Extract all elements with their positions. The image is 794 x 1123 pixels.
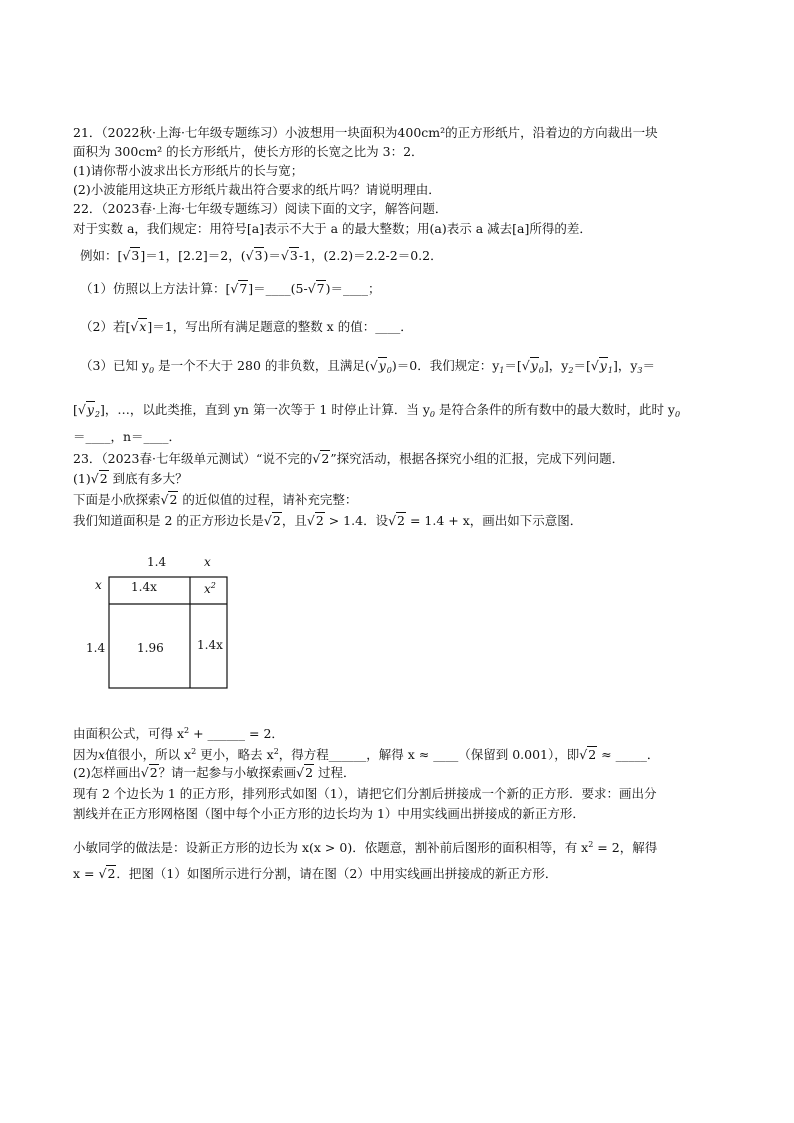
q23-line-1: 23．（2023春·七年级单元测试）“说不完的√2”探究活动，根据各探究小组的汇报，完成下列问题． — [73, 451, 625, 466]
left-label-1-4: 1.4 — [86, 641, 106, 655]
cell-x-squared: $x^2$ — [204, 581, 216, 596]
q22-example: 例如：[√3]＝1，[2.2]＝2，(√3)＝√3-1，(2.2)＝2.2-2＝0.2． — [80, 248, 443, 263]
q23-line-4: 我们知道面积是 2 的正方形边长是√2，且√2 > 1.4．设√2 = 1.4 + x，画出如下示意图． — [73, 513, 583, 528]
q23-line-3: 下面是小欣探索√2 的近似值的过程，请补充完整： — [73, 492, 358, 507]
q22-part-2: （2）若[√x]＝1，写出所有满足题意的整数 x 的值：____． — [80, 319, 413, 334]
q23-line-6: 因为x值很小，所以 $x^2$ 更小，略去 $x^2$，得方程______，解得 x ≈ ____（保留到 0.001），即√2 ≈ _____． — [73, 747, 660, 762]
left-label-x: x — [95, 578, 102, 592]
q23-line-8: 现有 2 个边长为 1 的正方形，排列形式如图（1），请把它们分割后拼接成一个新的正方形．要求：画出分 — [73, 786, 657, 801]
cell-1-96: 1.96 — [137, 641, 164, 655]
q22-part-3-line-3: ＝____，n＝____． — [73, 429, 182, 444]
q21-line-4: (2)小波能用这块正方形纸片裁出符合要求的纸片吗？请说明理由． — [73, 182, 441, 197]
q23-line-2: (1)√2 到底有多大？ — [73, 471, 188, 486]
q21-line-3: (1)请你帮小波求出长方形纸片的长与宽； — [73, 163, 304, 178]
top-label-1-4: 1.4 — [147, 555, 167, 569]
q23-line-5: 由面积公式，可得 $x^2$ + ______ = 2． — [73, 726, 284, 741]
q22-part-1: （1）仿照以上方法计算：[√7]＝____(5-√7)＝____； — [80, 281, 381, 296]
q23-line-7: (2)怎样画出√2？请一起参与小敏探索画√2 过程． — [73, 765, 356, 780]
q23-line-9: 割线并在正方形网格图（图中每个小正方形的边长均为 1）中用实线画出拼接成的新正方形． — [73, 806, 585, 821]
q22-line-1: 22．（2023春·上海·七年级专题练习）阅读下面的文字，解答问题． — [73, 201, 448, 216]
cell-1-4x-top: 1.4x — [131, 580, 157, 594]
top-label-x: x — [204, 555, 211, 569]
q21-line-2: 面积为 300cm² 的长方形纸片，使长方形的长宽之比为 3：2． — [73, 144, 424, 159]
q21-line-1: 21．（2022秋·上海·七年级专题练习）小波想用一块面积为400cm²的正方形纸片，沿着边的方向裁出一块 — [73, 125, 658, 140]
q23-line-10: 小敏同学的做法是：设新正方形的边长为 x(x > 0)．依题意，割补前后图形的面积相等，有 $x^2 = 2$，解得 — [73, 840, 658, 855]
q23-line-11: x = √2．把图（1）如图所示进行分割，请在图（2）中用实线画出拼接成的新正方形． — [73, 866, 558, 881]
q22-part-3-line-2: $[√y_2]$，…，以此类推，直到 yn 第一次等于 1 时停止计算．当 $y_0$ 是符合条件的所有数中的最大数时，此时 $y_0$ — [73, 402, 681, 419]
q22-line-2: 对于实数 a，我们规定：用符号[a]表示不大于 a 的最大整数；用(a)表示 a 减去[a]所得的差． — [73, 221, 592, 236]
q22-part-3-line-1: （3）已知 $y_0$ 是一个不大于 280 的非负数，且满足$(√y_0)=0$．我们规定：$y_1=[√y_0]$，$y_2=[√y_1]$，$y_3=$ — [80, 358, 656, 375]
cell-1-4x-right: 1.4x — [197, 638, 223, 652]
